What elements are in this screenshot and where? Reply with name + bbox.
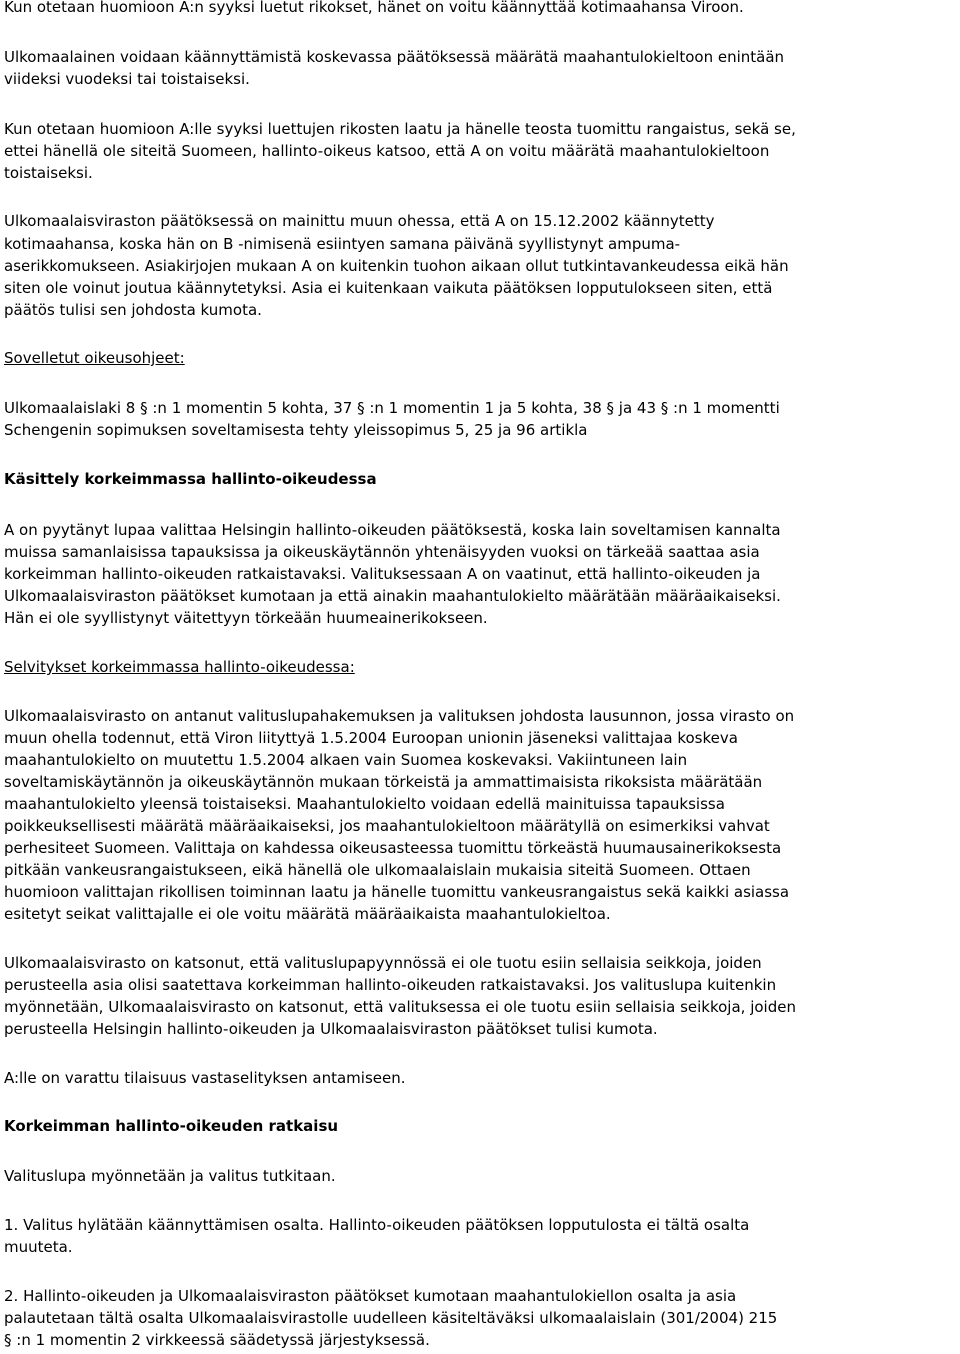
text-line: palautetaan tältä osalta Ulkomaalaisvirastolle uudelleen käsiteltäväksi ulkomaalaislain (301/2004) 215 bbox=[4, 1309, 778, 1327]
text-line: Ulkomaalaisviraston päätöksessä on mainittu muun ohessa, että A on 15.12.2002 käännytetty bbox=[4, 212, 715, 230]
text-line: muuteta. bbox=[4, 1238, 73, 1256]
text-line: Ulkomaalaislaki 8 § :n 1 momentin 5 kohta, 37 § :n 1 momentin 1 ja 5 kohta, 38 § ja 43 § :n 1 momentti bbox=[4, 399, 780, 417]
text-line: 2. Hallinto-oikeuden ja Ulkomaalaisviraston päätökset kumotaan maahantulokiellon osalta ja asia bbox=[4, 1287, 737, 1305]
text-line: maahantulokielto yleensä toistaiseksi. Maahantulokielto voidaan edellä mainituissa tapauksissa bbox=[4, 795, 725, 813]
text-line: viideksi vuodeksi tai toistaiseksi. bbox=[4, 70, 250, 88]
text-line: 1. Valitus hylätään käännyttämisen osalta. Hallinto-oikeuden päätöksen lopputulosta ei tältä osalta bbox=[4, 1216, 750, 1234]
text-line: Ulkomaalaisviraston päätökset kumotaan ja että ainakin maahantulokielto määrätään määräaikaiseksi. bbox=[4, 587, 781, 605]
section-heading-decision: Korkeimman hallinto-oikeuden ratkaisu bbox=[4, 1117, 339, 1135]
text-line: ettei hänellä ole siteitä Suomeen, hallinto-oikeus katsoo, että A on voitu määrätä maahantulokieltoon bbox=[4, 142, 770, 160]
text-line: kotimaahansa, koska hän on B -nimisenä esiintyen samana päivänä syyllistynyt ampuma- bbox=[4, 235, 681, 253]
text-line: Ulkomaalainen voidaan käännyttämistä koskevassa päätöksessä määrätä maahantulokieltoon enintään bbox=[4, 48, 785, 66]
text-line: esitetyt seikat valittajalle ei ole voitu määrätä määräaikaista maahantulokieltoa. bbox=[4, 905, 611, 923]
text-line: päätös tulisi sen johdosta kumota. bbox=[4, 301, 262, 319]
text-line: Hän ei ole syyllistynyt väitettyyn törkeään huumeainerikokseen. bbox=[4, 609, 488, 627]
text-line: perusteella Helsingin hallinto-oikeuden ja Ulkomaalaisviraston päätökset tulisi kumota. bbox=[4, 1020, 658, 1038]
text-line: perusteella asia olisi saatettava korkeimman hallinto-oikeuden ratkaistavaksi. Jos valituslupa kuitenkin bbox=[4, 976, 777, 994]
text-line: Ulkomaalaisvirasto on antanut valituslupahakemuksen ja valituksen johdosta lausunnon, jossa virasto on bbox=[4, 707, 795, 725]
text-line: muissa samanlaisissa tapauksissa ja oikeuskäytännön yhtenäisyyden vuoksi on tärkeää saattaa asia bbox=[4, 543, 760, 561]
text-line: aserikkomukseen. Asiakirjojen mukaan A on kuitenkin tuohon aikaan ollut tutkintavankeudessa eikä hän bbox=[4, 257, 789, 275]
text-line: A on pyytänyt lupaa valittaa Helsingin hallinto-oikeuden päätöksestä, koska lain soveltamisen kannalta bbox=[4, 521, 781, 539]
text-line: soveltamiskäytännön ja oikeuskäytännön mukaan törkeistä ja ammattimaisista rikoksista määrätään bbox=[4, 773, 763, 791]
text-line: § :n 1 momentin 2 virkkeessä säädetyssä järjestyksessä. bbox=[4, 1331, 430, 1349]
text-line: korkeimman hallinto-oikeuden ratkaistavaksi. Valituksessaan A on vaatinut, että hallinto-oikeuden ja bbox=[4, 565, 761, 583]
text-line: pitkään vankeusrangaistukseen, eikä hänellä ole ulkomaalaislain mukaisia siteitä Suomeen. Ottaen bbox=[4, 861, 751, 879]
text-line: Kun otetaan huomioon A:lle syyksi luettujen rikosten laatu ja hänelle teosta tuomittu rangaistus, sekä se, bbox=[4, 120, 796, 138]
text-line: perhesiteet Suomeen. Valittaja on kahdessa oikeusasteessa tuomittu törkeästä huumausainerikoksesta bbox=[4, 839, 782, 857]
text-line: A:lle on varattu tilaisuus vastaselityksen antamiseen. bbox=[4, 1069, 406, 1087]
text-line: Schengenin sopimuksen soveltamisesta tehty yleissopimus 5, 25 ja 96 artikla bbox=[4, 421, 588, 439]
section-heading-applied-law: Sovelletut oikeusohjeet: bbox=[4, 349, 185, 367]
text-line: muun ohella todennut, että Viron liityttyä 1.5.2004 Euroopan unionin jäseneksi valittajaa koskeva bbox=[4, 729, 738, 747]
text-line: maahantulokielto on muutettu 1.5.2004 alkaen vain Suomea koskevaksi. Vakiintuneen lain bbox=[4, 751, 688, 769]
text-line: Valituslupa myönnetään ja valitus tutkitaan. bbox=[4, 1167, 336, 1185]
text-line: Kun otetaan huomioon A:n syyksi luetut rikokset, hänet on voitu käännyttää kotimaahansa Viroon. bbox=[4, 0, 744, 16]
section-heading-reports: Selvitykset korkeimmassa hallinto-oikeudessa: bbox=[4, 658, 355, 676]
text-line: poikkeuksellisesti määrätä määräaikaiseksi, jos maahantulokieltoon määrätyllä on esimerkiksi vahvat bbox=[4, 817, 770, 835]
section-heading-proceedings: Käsittely korkeimmassa hallinto-oikeudessa bbox=[4, 470, 377, 488]
text-line: toistaiseksi. bbox=[4, 164, 93, 182]
text-line: Ulkomaalaisvirasto on katsonut, että valituslupapyynnössä ei ole tuotu esiin sellaisia seikkoja, joiden bbox=[4, 954, 762, 972]
text-line: myönnetään, Ulkomaalaisvirasto on katsonut, että valituksessa ei ole tuotu esiin sellaisia seikkoja, joiden bbox=[4, 998, 796, 1016]
text-line: huomioon valittajan rikollisen toiminnan laatu ja hänelle tuomittu vankeusrangaistus sekä kaikki asiassa bbox=[4, 883, 790, 901]
text-line: siten ole voinut joutua käännytetyksi. Asia ei kuitenkaan vaikuta päätöksen lopputulokseen siten, että bbox=[4, 279, 773, 297]
